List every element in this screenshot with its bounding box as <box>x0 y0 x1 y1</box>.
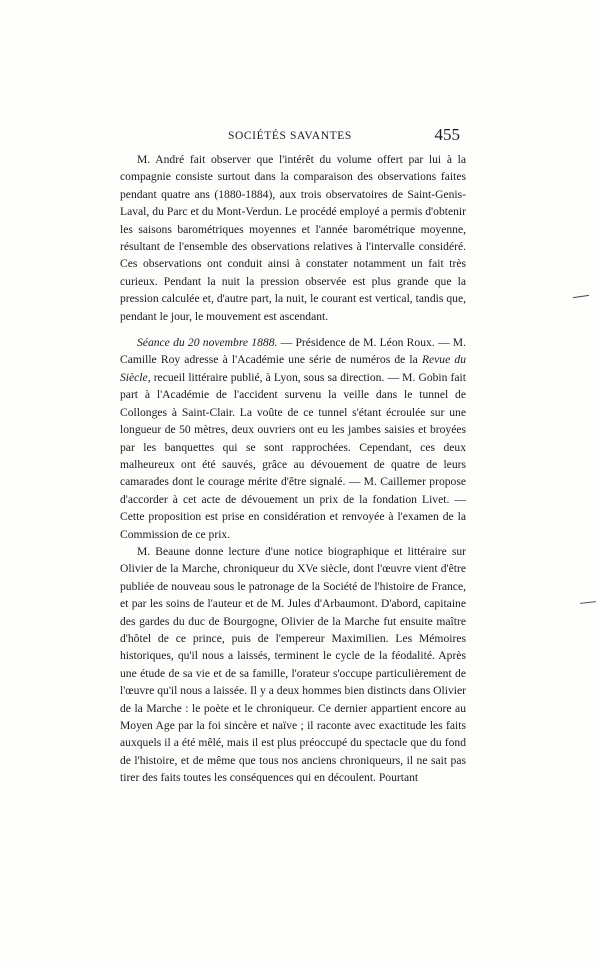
session-date: Séance du 20 novembre 1888. <box>137 336 278 350</box>
margin-mark <box>573 295 589 298</box>
session-text-continued: , recueil littéraire publié, à Lyon, sous sa direction. — M. Gobin fait part à l'Académie de l'accident survenu la veille dans le tunnel de Collonges à Saint-Clair. La voûte de ce tunnel s'étant écroulée sur une longueur de 50 mètres, deux ouvriers ont eu les jambes saisies et broyées par les banquettes qui se sont rapprochées. Cependant, ces deux malheureux ont été sauvés, grâce au dévouement de quatre de leurs camarades dont le courage mérite d'être signalé. — M. Caillemer propose d'accorder à cet acte de dévouement un prix de la fondation Livet. — Cette proposition est prise en considération et renvoyée à l'examen de la Commission de ce prix. <box>120 370 466 541</box>
body-text <box>120 151 466 787</box>
paragraph-beaune: M. Beaune donne lecture d'une notice biographique et littéraire sur Olivier de la Marche, chroniqueur du XVe siècle, dont l'œuvre vient d'être publiée de nouveau sous le patronage de la Société de l'histoire de France, et par les soins de l'auteur et de M. Jules d'Arbaumont. D'abord, capitaine des gardes du duc de Bourgogne, Olivier de la Marche fut ensuite maître d'hôtel de ce prince, puis de l'empereur Maximilien. Les Mémoires historiques, qu'il nous a laissés, terminent le cycle de la féodalité. Après une étude de sa vie et de sa famille, l'orateur s'occupe particulièrement de l'œuvre qu'il nous a laissée. Il y a deux hommes bien distincts dans Olivier de la Marche : le poète et le chroniqueur. Ce dernier appartient encore au Moyen Age par la foi sincère et naïve ; il raconte avec exactitude les faits auxquels il a été mêlé, mais il est plus préoccupé du spectacle que du fond de l'histoire, et de même que tous nos anciens chroniqueurs, il ne sait pas tirer des faits toutes les conséquences qui en découlent. Pourtant <box>120 544 466 785</box>
page-number: 455 <box>434 125 460 144</box>
running-title: SOCIÉTÉS SAVANTES <box>228 130 352 142</box>
margin-mark <box>580 601 596 604</box>
paragraph-andre: M. André fait observer que l'intérêt du volume offert par lui à la compagnie consiste surtout dans la comparaison des observations faites pendant quatre ans (1880-1884), aux trois observatoires de Saint-Genis-Laval, du Parc et du Mont-Verdun. Le procédé employé a permis d'obtenir les saisons barométriques moyennes et l'année barométrique moyenne, résultant de l'ensemble des observations relatives à l'intervalle considéré. Ces observations ont conduit ainsi à constater notamment un fait très curieux. Pendant la nuit la pression observée est plus grande que la pression calculée et, d'autre part, la nuit, le courant est vertical, tandis que, pendant le jour, le mouvement est ascendant. <box>120 153 466 323</box>
session-text: — Présidence de M. Léon Roux. — M. Camille Roy adresse à l'Académie une série de numéros de la <box>120 336 466 367</box>
page-header <box>120 125 460 150</box>
paragraph-seance <box>120 334 466 543</box>
journal-title: Revue du Siècle <box>120 353 466 384</box>
